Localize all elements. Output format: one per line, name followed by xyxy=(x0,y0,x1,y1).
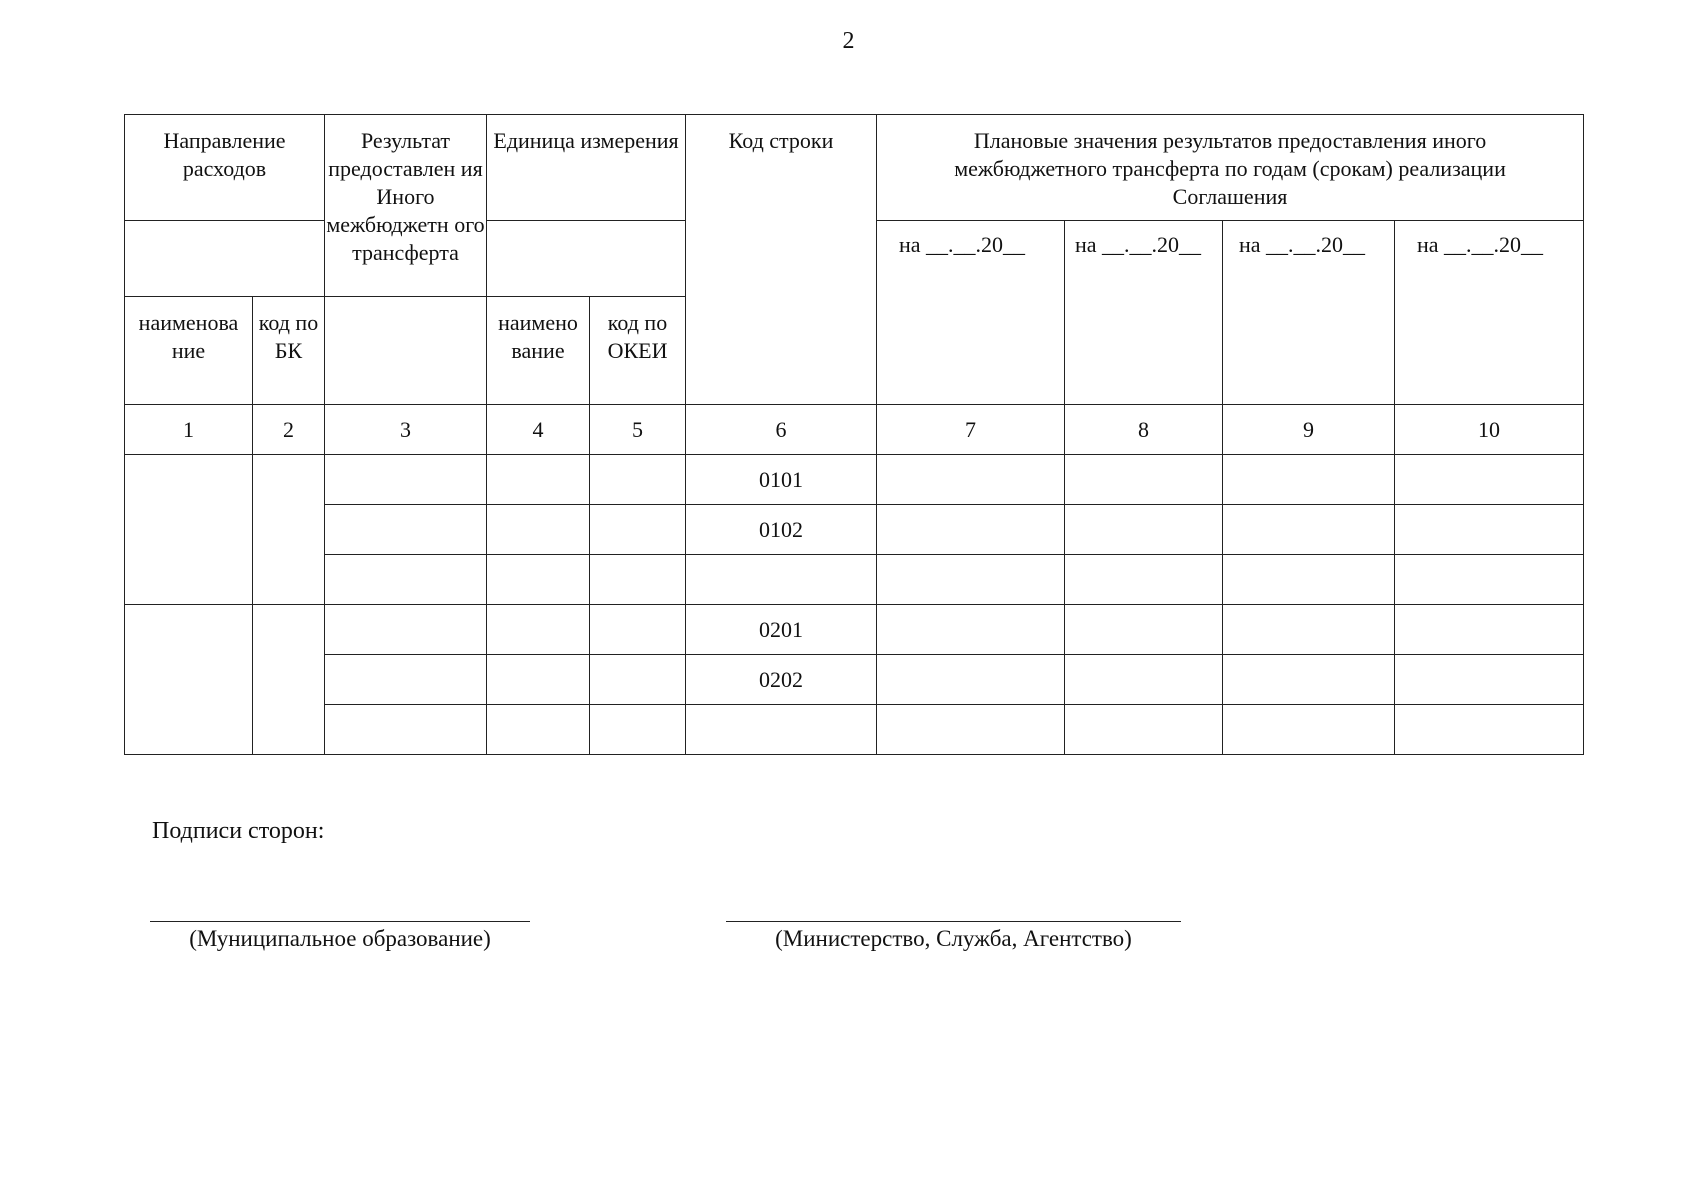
row-code-cell: 0101 xyxy=(686,455,877,505)
column-number: 10 xyxy=(1395,405,1584,455)
table-row xyxy=(125,655,1584,705)
unit-name-cell xyxy=(487,605,590,655)
value-cell xyxy=(877,555,1065,605)
unit-code-cell xyxy=(590,455,686,505)
header-planned-values: Плановые значения результатов предоставления иного межбюджетного трансферта по годам (срокам) реализации Соглашения xyxy=(877,115,1584,221)
header-result-spacer xyxy=(325,297,487,405)
unit-name-cell xyxy=(487,655,590,705)
column-number: 8 xyxy=(1065,405,1223,455)
result-cell xyxy=(325,505,487,555)
table-row xyxy=(125,505,1584,555)
left-signature-caption: (Муниципальное образование) xyxy=(189,926,491,951)
direction-code-cell xyxy=(253,605,325,755)
result-cell xyxy=(325,705,487,755)
direction-name-cell xyxy=(125,455,253,605)
header-direction-code: код по БК xyxy=(253,297,325,405)
right-signature-caption: (Министерство, Служба, Агентство) xyxy=(775,926,1132,951)
row-code-cell: 0102 xyxy=(686,505,877,555)
value-cell xyxy=(1223,605,1395,655)
signatures-label: Подписи сторон: xyxy=(152,818,325,844)
column-number: 7 xyxy=(877,405,1065,455)
header-unit-code: код по ОКЕИ xyxy=(590,297,686,405)
header-direction: Направление расходов xyxy=(125,115,325,221)
row-code-cell xyxy=(686,555,877,605)
right-signature-line xyxy=(726,921,1181,922)
value-cell xyxy=(1223,505,1395,555)
table-row xyxy=(125,705,1584,755)
row-code-cell xyxy=(686,705,877,755)
header-row-code: Код строки xyxy=(686,115,877,405)
header-direction-name: наименова ние xyxy=(125,297,253,405)
value-cell xyxy=(877,605,1065,655)
unit-code-cell xyxy=(590,555,686,605)
unit-code-cell xyxy=(590,705,686,755)
column-number: 4 xyxy=(487,405,590,455)
header-unit-spacer xyxy=(487,221,686,297)
value-cell xyxy=(1223,455,1395,505)
value-cell xyxy=(1395,555,1584,605)
value-cell xyxy=(877,655,1065,705)
value-cell xyxy=(1065,455,1223,505)
value-cell xyxy=(877,505,1065,555)
planned-values-table xyxy=(124,114,1584,755)
header-result: Результат предоставлен ия Иного межбюджетн ого трансферта xyxy=(325,115,487,297)
column-number: 6 xyxy=(686,405,877,455)
unit-name-cell xyxy=(487,705,590,755)
column-number: 9 xyxy=(1223,405,1395,455)
value-cell xyxy=(1223,705,1395,755)
value-cell xyxy=(1395,605,1584,655)
header-unit-name: наимено вание xyxy=(487,297,590,405)
header-date-3: на __.__.20__ xyxy=(1223,221,1395,405)
page-number: 2 xyxy=(842,28,855,54)
header-date-4: на __.__.20__ xyxy=(1395,221,1584,405)
result-cell xyxy=(325,605,487,655)
value-cell xyxy=(877,705,1065,755)
result-cell xyxy=(325,555,487,605)
value-cell xyxy=(1395,705,1584,755)
value-cell xyxy=(1065,555,1223,605)
value-cell xyxy=(1395,455,1584,505)
value-cell xyxy=(1395,655,1584,705)
direction-code-cell xyxy=(253,455,325,605)
unit-code-cell xyxy=(590,655,686,705)
direction-name-cell xyxy=(125,605,253,755)
header-date-2: на __.__.20__ xyxy=(1065,221,1223,405)
column-number: 2 xyxy=(253,405,325,455)
value-cell xyxy=(1065,505,1223,555)
table-row xyxy=(125,605,1584,655)
unit-name-cell xyxy=(487,455,590,505)
value-cell xyxy=(1065,705,1223,755)
value-cell xyxy=(1065,605,1223,655)
row-code-cell: 0202 xyxy=(686,655,877,705)
result-cell xyxy=(325,655,487,705)
table-row xyxy=(125,555,1584,605)
value-cell xyxy=(1395,505,1584,555)
column-number: 3 xyxy=(325,405,487,455)
value-cell xyxy=(1065,655,1223,705)
unit-code-cell xyxy=(590,505,686,555)
unit-name-cell xyxy=(487,505,590,555)
result-cell xyxy=(325,455,487,505)
table-row xyxy=(125,455,1584,505)
header-direction-spacer xyxy=(125,221,325,297)
unit-code-cell xyxy=(590,605,686,655)
value-cell xyxy=(1223,555,1395,605)
row-code-cell: 0201 xyxy=(686,605,877,655)
unit-name-cell xyxy=(487,555,590,605)
left-signature-line xyxy=(150,921,530,922)
column-number: 5 xyxy=(590,405,686,455)
column-number: 1 xyxy=(125,405,253,455)
header-date-1: на __.__.20__ xyxy=(877,221,1065,405)
header-unit: Единица измерения xyxy=(487,115,686,221)
value-cell xyxy=(877,455,1065,505)
value-cell xyxy=(1223,655,1395,705)
